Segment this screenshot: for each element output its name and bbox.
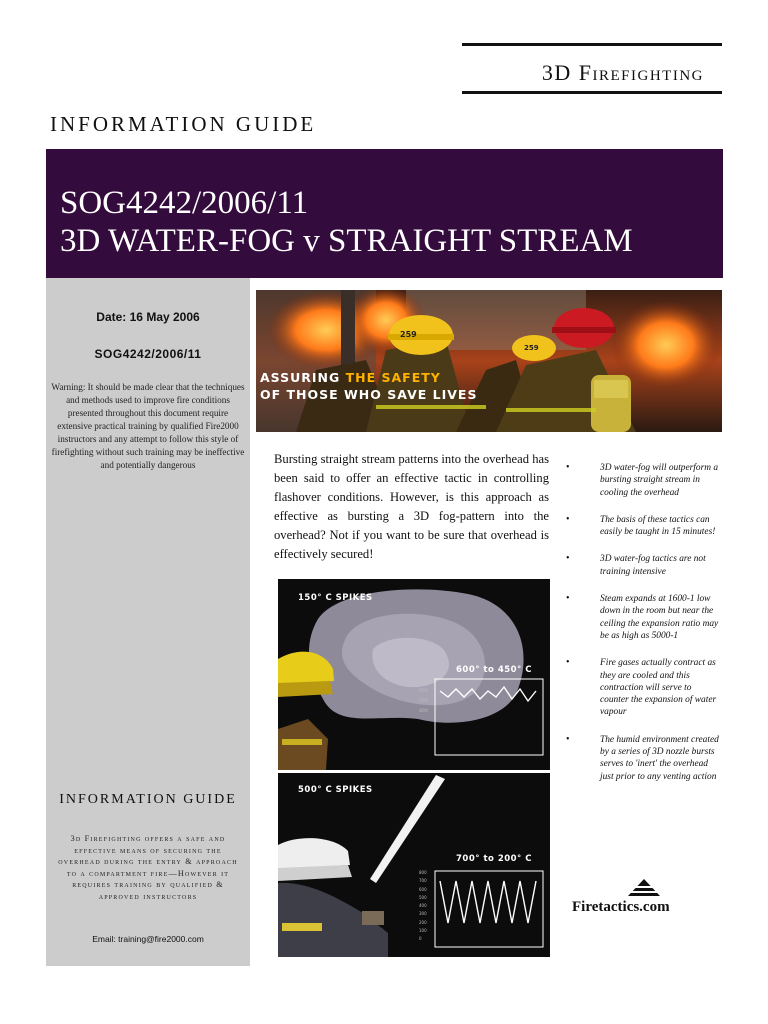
bullet-dot: • — [566, 733, 570, 745]
bullet-text: 3D water-fog tactics are not training intensive — [600, 554, 706, 577]
panel2-y-axis — [419, 869, 433, 944]
brand-top-rule — [462, 43, 722, 46]
straight-stream-illustration — [278, 773, 550, 957]
fog-comparison-panel — [278, 579, 550, 770]
brand-title: 3D Firefighting — [541, 60, 704, 85]
panel1-y-axis — [419, 677, 433, 717]
svg-text:259: 259 — [400, 330, 417, 339]
firetactics-logo-text[interactable]: Firetactics.com — [572, 899, 670, 915]
bullet-dot: • — [566, 513, 570, 525]
sidebar-sog: SOG4242/2006/11 — [94, 347, 202, 361]
firefighters-illustration — [256, 290, 722, 432]
hero-caption-line2: OF THOSE WHO SAVE LIVES — [260, 387, 478, 402]
panel2-y-tick: 800 — [419, 870, 427, 875]
bullet-text: The basis of these tactics can easily be taught in 15 minutes! — [600, 514, 716, 538]
bullet-list — [566, 462, 722, 798]
sidebar-email[interactable]: Email: training@fire2000.com — [92, 934, 204, 944]
info-guide-heading: INFORMATION GUIDE — [50, 112, 317, 136]
sidebar-blurb: 3d Firefighting offers a safe and effective means of securing the overhead during the entry & approach to a compartment fire—However it requires training by qualified & approved instructors — [58, 834, 238, 901]
panel2-y-tick: 100 — [419, 928, 427, 934]
document-code: SOG4242/2006/11 — [60, 185, 309, 221]
panel1-y-tick: 400 — [419, 709, 428, 714]
svg-text:259: 259 — [524, 344, 539, 352]
bullet-item — [566, 657, 722, 718]
bullet-dot: • — [566, 553, 570, 565]
document-title: 3D WATER-FOG v STRAIGHT STREAM — [60, 223, 633, 259]
panel1-spike-label: 150° C SPIKES — [298, 593, 373, 603]
bullet-dot: • — [566, 462, 570, 473]
panel2-y-tick: 200 — [419, 919, 427, 925]
panel2-spike-label: 500° C SPIKES — [298, 785, 373, 795]
panel1-y-tick: 700 — [419, 679, 428, 684]
bullet-dot: • — [566, 657, 570, 669]
panel1-y-tick: 500 — [419, 699, 428, 704]
bullet-text: 3D water-fog will outperform a bursting straight stream in cooling the overhead — [600, 463, 719, 498]
bullet-item — [566, 462, 722, 499]
bullet-text: Steam expands at 1600-1 low down in the room but near the ceiling the expansion ratio may be as high as 5000-1 — [600, 594, 719, 641]
bullet-item — [566, 734, 722, 783]
sidebar-warning: Warning: It should be made clear that the techniques and methods used to improve fire conditions presented throughout this document require extensive practical training by qualified Fire2000 instructors and any attempt to follow this style of firefighting without such training may be ineffective and potentially dangerous — [51, 382, 245, 470]
panel1-range-label: 600° to 450° C — [456, 665, 533, 675]
sidebar — [46, 278, 250, 966]
sidebar-info-guide: INFORMATION GUIDE — [59, 792, 237, 807]
panel2-range-label: 700° to 200° C — [456, 854, 533, 864]
hero-image — [256, 290, 722, 432]
sidebar-date: Date: 16 May 2006 — [96, 310, 200, 324]
bullet-item — [566, 514, 722, 539]
bullet-text: The humid environment created by a series of 3D nozzle bursts serves to 'inert' the overhead just prior to any venting action — [600, 734, 719, 782]
panel2-y-tick: 600 — [419, 886, 427, 892]
panel2-y-tick: 300 — [419, 911, 427, 917]
bullet-text: Fire gases actually contract as they are cooled and this contraction will serve to counter the expansion of water vapour — [600, 658, 717, 718]
bullet-item — [566, 553, 722, 578]
brand-bottom-rule — [462, 91, 722, 94]
hero-caption-line1 — [260, 370, 441, 385]
panel2-y-tick: 0 — [419, 936, 422, 942]
body-paragraph: Bursting straight stream patterns into the overhead has been said to offer an effective tactic in controlling flashover conditions. However, is this approach as effective as bursting a 3D fog-pattern into the overhead? Not if you want to be sure that overhead is effectively secured! — [274, 452, 549, 561]
panel2-y-tick: 700 — [419, 878, 427, 884]
panel2-y-tick: 400 — [419, 903, 427, 909]
title-banner — [46, 149, 723, 278]
straight-stream-panel — [278, 773, 550, 957]
panel1-y-tick: 600 — [419, 689, 428, 694]
hero-caption-highlight: THE SAFETY — [345, 370, 441, 385]
panel2-y-tick: 500 — [419, 894, 427, 900]
bullet-dot: • — [566, 593, 570, 605]
bullet-item — [566, 593, 722, 642]
hero-caption-prefix: ASSURING — [260, 370, 346, 385]
